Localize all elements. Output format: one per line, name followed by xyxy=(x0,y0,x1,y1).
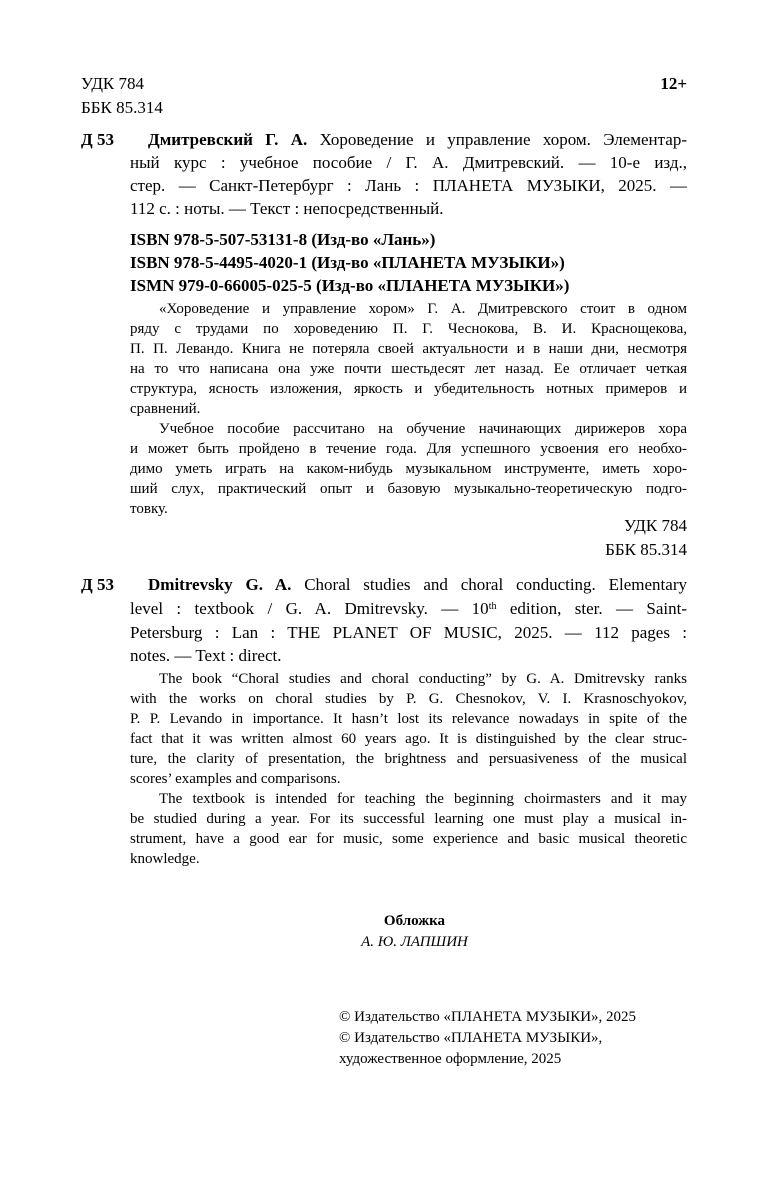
abstract-en xyxy=(130,669,687,869)
abstract-ru-p2-line: ший слух, практический опыт и базовую музыкально-теоретическую подго- xyxy=(130,481,687,497)
biblio-ru-line-4: 112 с. : ноты. — Текст : непосредственный. xyxy=(130,199,444,218)
copyright-line: © Издательство «ПЛАНЕТА МУЗЫКИ», xyxy=(339,1030,603,1046)
edition-superscript: th xyxy=(488,601,497,612)
abstract-ru-p1-line: П. П. Левандо. Книга не потеряла своей актуальности и в наши дни, несмотря xyxy=(130,341,687,357)
bbk-code: ББК 85.314 xyxy=(81,98,163,117)
abstract-en-p2-line: knowledge. xyxy=(130,851,200,867)
author-name-en: Dmitrevsky G. A. xyxy=(148,575,292,594)
title-text-en: Choral studies and choral conducting. Elementary xyxy=(291,575,687,594)
cover-credit xyxy=(0,911,769,953)
abstract-ru-p1-line: «Хороведение и управление хором» Г. А. Дмитревского стоит в одном xyxy=(159,301,687,317)
biblio-ru-line-1 xyxy=(148,128,687,151)
abstract-en-p1-line: with the works on choral studies by P. G. Chesnokov, V. I. Krasnoschyokov, xyxy=(130,691,687,707)
biblio-en-line-4: notes. — Text : direct. xyxy=(130,646,282,665)
biblio-en-line-1 xyxy=(148,573,687,596)
biblio-ru-line-3: стер. — Санкт-Петербург : Лань : ПЛАНЕТА МУЗЫКИ, 2025. — xyxy=(130,176,687,195)
age-rating: 12+ xyxy=(660,74,687,93)
abstract-ru xyxy=(130,299,687,519)
bibliographic-record-ru xyxy=(148,128,687,151)
abstract-en-p1-line: P. P. Levando in importance. It hasn’t lost its relevance nowadays in spite of the xyxy=(130,711,687,727)
abstract-en-p1-line: The book “Choral studies and choral conducting” by G. A. Dmitrevsky ranks xyxy=(159,671,687,687)
abstract-en-p2-line: strument, have a good ear for music, some experience and basic musical theoretic xyxy=(130,831,687,847)
bbk-code-right: ББК 85.314 xyxy=(605,540,687,559)
abstract-ru-p1-line: ряду с трудами по хороведению П. Г. Чеснокова, В. И. Краснощекова, xyxy=(130,321,687,337)
copyright-line: © Издательство «ПЛАНЕТА МУЗЫКИ», 2025 xyxy=(339,1009,637,1025)
biblio-en-line-3: Petersburg : Lan : THE PLANET OF MUSIC, 2025. — 112 pages : xyxy=(130,622,687,642)
bibliographic-record-en-cont xyxy=(130,597,687,668)
abstract-en-p2-line: The textbook is intended for teaching the beginning choirmasters and it may xyxy=(159,791,687,807)
biblio-en-line-2 xyxy=(130,597,687,621)
bibliographic-record-ru-cont xyxy=(130,151,687,220)
abstract-ru-p2-line: товку. xyxy=(130,501,168,517)
abstract-ru-p2-line: Учебное пособие рассчитано на обучение начинающих дирижеров хора xyxy=(159,421,687,437)
isbn-lan: ISBN 978-5-507-53131-8 (Изд-во «Лань») xyxy=(130,230,436,249)
abstract-ru-p1-line: сравнений. xyxy=(130,401,201,417)
abstract-en-p1-line: fact that it was written almost 60 years ago. It is distinguished by the clear struc- xyxy=(130,731,687,747)
isbn-planeta: ISBN 978-5-4495-4020-1 (Изд-во «ПЛАНЕТА МУЗЫКИ») xyxy=(130,253,565,272)
author-sign-en: Д 53 xyxy=(81,575,114,594)
author-name-ru: Дмитревский Г. А. xyxy=(148,130,308,149)
cover-label: Обложка xyxy=(383,913,446,929)
abstract-ru-p2-line: димо уметь играть на каком-нибудь музыкальном инструменте, иметь хоро- xyxy=(130,461,687,477)
copyright-line: художественное оформление, 2025 xyxy=(339,1051,562,1067)
abstract-ru-p2-line: и может быть пройдено в течение года. Для успешного усвоения его необхо- xyxy=(130,441,687,457)
abstract-en-p2-line: be studied during a year. For its successful learning one must play a musical in- xyxy=(130,811,687,827)
abstract-ru-p1-line: на то что написана она уже почти шестьдесят лет назад. Ее отличает четкая xyxy=(130,361,687,377)
udk-code: УДК 784 xyxy=(81,74,145,93)
abstract-ru-p1-line: структура, ясность изложения, яркость и убедительность нотных примеров и xyxy=(130,381,687,397)
cover-artist: А. Ю. ЛАПШИН xyxy=(361,934,468,950)
copyright-block xyxy=(339,1007,636,1070)
ismn-planeta: ISMN 979-0-66005-025-5 (Изд-во «ПЛАНЕТА МУЗЫКИ») xyxy=(130,276,570,295)
bibliographic-record-en xyxy=(148,573,687,596)
abstract-en-p1-line: scores’ examples and comparisons. xyxy=(130,771,341,787)
biblio-en-line-2b: edition, ster. — Saint- xyxy=(496,599,687,618)
biblio-en-line-2a: level : textbook / G. A. Dmitrevsky. — 10 xyxy=(130,599,489,618)
udk-code-right: УДК 784 xyxy=(623,516,687,535)
isbn-block xyxy=(130,228,569,297)
biblio-ru-line-2: ный курс : учебное пособие / Г. А. Дмитревский. — 10-е изд., xyxy=(130,153,687,172)
abstract-en-p1-line: ture, the clarity of presentation, the brightness and persuasiveness of the musical xyxy=(130,751,687,767)
title-text-ru: Хороведение и управление хором. Элементар- xyxy=(307,130,687,149)
author-sign-ru: Д 53 xyxy=(81,130,114,149)
